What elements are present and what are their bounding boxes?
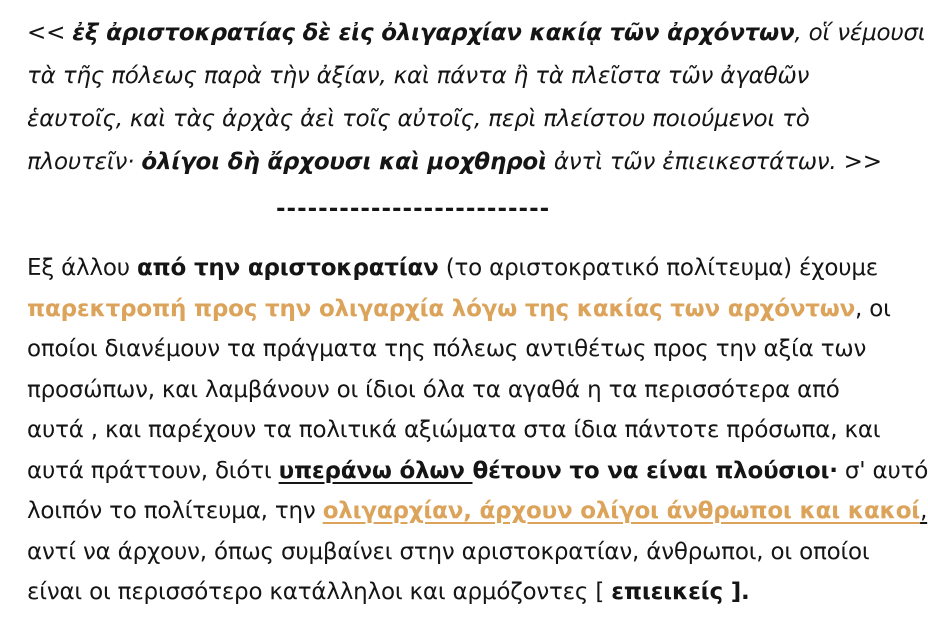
text-line bbox=[27, 451, 928, 492]
ancient-greek-quote-paragraph bbox=[27, 12, 926, 184]
divider-dashes: -------------------------- bbox=[276, 196, 551, 222]
text-segment: σ' αυτό bbox=[837, 457, 928, 484]
modern-greek-translation-paragraph bbox=[27, 248, 928, 613]
text-segment: << bbox=[27, 20, 73, 46]
text-line bbox=[27, 141, 911, 184]
text-line bbox=[27, 572, 911, 613]
text-segment: επιεικείς ]. bbox=[611, 579, 750, 605]
text-segment: αντί να άρχουν, όπως συμβαίνει στην αριστοκρατίαν, άνθρωποι, οι οποίοι bbox=[27, 538, 870, 565]
text-segment: λοιπόν το πολίτευμα, την bbox=[27, 498, 323, 524]
text-segment: Εξ άλλου bbox=[27, 255, 137, 281]
text-segment: ἑαυτοῖς, καὶ τὰς ἀρχὰς ἀεὶ τοῖς αὐτοῖς, περὶ πλείστου ποιούμενοι τὸ bbox=[27, 106, 810, 132]
text-segment: αυτά πράττουν, διότι bbox=[27, 457, 279, 484]
text-segment: , bbox=[920, 498, 928, 524]
text-line bbox=[27, 98, 911, 141]
text-segment: προσώπων, και λαμβάνουν οι ίδιοι όλα τα αγαθά η τα περισσότερα από bbox=[27, 376, 840, 403]
text-segment: τὰ τῆς πόλεως παρὰ τὴν ἀξίαν, καὶ πάντα ἢ τὰ πλεῖστα τῶν ἀγαθῶν bbox=[27, 63, 810, 89]
text-line bbox=[27, 248, 911, 289]
text-segment: ὀλίγοι δὴ ἄρχουσι καὶ μοχθηροὶ bbox=[141, 149, 547, 175]
text-line bbox=[27, 329, 911, 370]
text-segment: πλουτεῖν· bbox=[27, 149, 142, 175]
text-segment: , οἵ νέμουσι bbox=[794, 20, 926, 46]
text-segment: οποίοι διανέμουν τα πράγματα της πόλεως αντιθέτως προς την αξία των bbox=[27, 336, 867, 362]
text-line bbox=[27, 289, 911, 330]
text-segment: παρεκτροπή προς την ολιγαρχία λόγω της κακίας των αρχόντων bbox=[27, 295, 856, 322]
text-line bbox=[27, 370, 911, 411]
text-segment: ἀντὶ τῶν ἐπιεικεστάτων. >> bbox=[546, 149, 882, 175]
text-segment: αυτά , και παρέχουν τα πολιτικά αξιώματα στα ίδια πάντοτε πρόσωπα, και bbox=[27, 417, 881, 443]
text-line bbox=[27, 12, 926, 55]
text-segment: από την αριστοκρατίαν bbox=[136, 255, 439, 281]
text-segment: (το αριστοκρατικό πολίτευμα) έχουμε bbox=[438, 255, 879, 281]
text-segment: ἐξ ἀριστοκρατίας δὲ εἰς ὀλιγαρχίαν κακίᾳ τῶν ἀρχόντων bbox=[72, 20, 795, 46]
text-segment: είναι οι περισσότερο κατάλληλοι και αρμόζοντες [ bbox=[27, 579, 612, 605]
text-segment: θέτουν το να είναι πλούσιοι· bbox=[472, 457, 838, 484]
text-line bbox=[27, 55, 911, 98]
text-segment: , οι bbox=[855, 295, 891, 322]
text-line bbox=[27, 532, 911, 573]
text-segment: ολιγαρχίαν, άρχουν ολίγοι άνθρωποι και κακοί bbox=[322, 498, 921, 524]
text-segment: υπεράνω όλων bbox=[278, 457, 473, 484]
text-line bbox=[27, 491, 928, 532]
text-line bbox=[27, 410, 911, 451]
